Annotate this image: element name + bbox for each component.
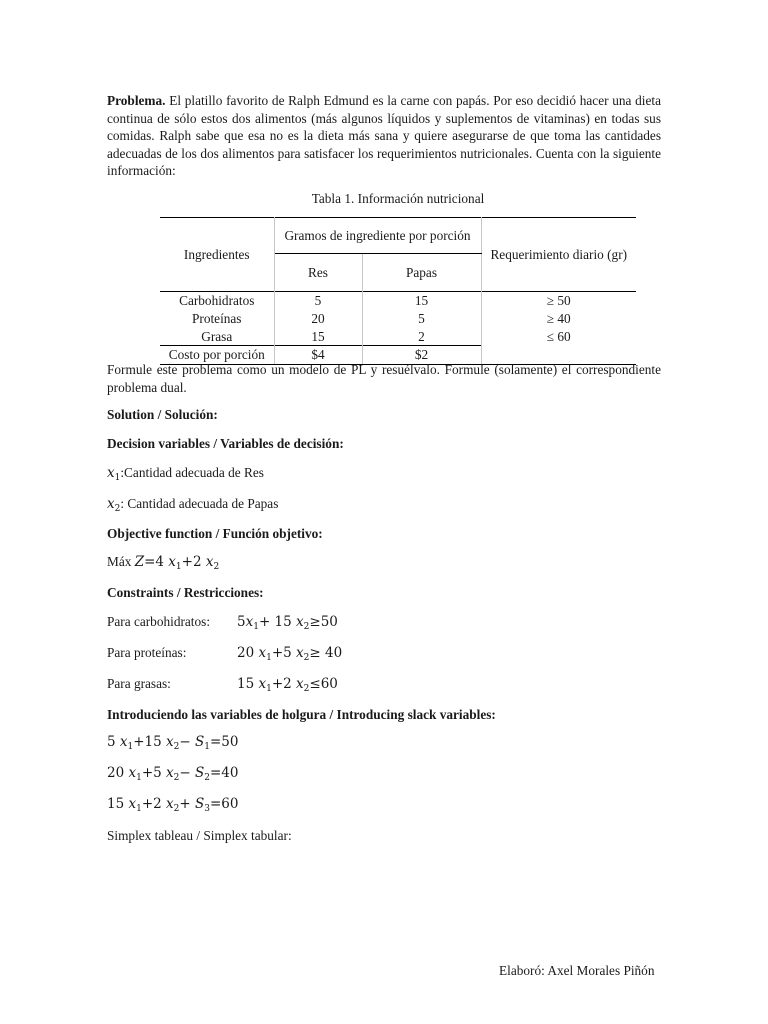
row-name: Proteínas [160, 310, 274, 328]
slack-equation-3: 15 $x_1+2$ $x_2+ S_3=60$ [107, 796, 239, 814]
row-req: ≤ 60 [546, 328, 571, 344]
constraints-heading: Constraints / Restricciones: [107, 585, 264, 600]
row-req: ≥ 40 [546, 310, 571, 326]
row-papas: 2 [362, 328, 481, 346]
simplex-tableau-label: Simplex tableau / Simplex tabular: [107, 828, 292, 843]
objective-function: Máx Z=4 $x_1+2$ $x_2$ [107, 554, 220, 572]
row-papas: 15 [362, 292, 481, 310]
row-res: 20 [274, 310, 362, 328]
header-grams-group: Gramos de ingrediente por porción [274, 218, 481, 254]
decision-variable-x2: $x_2$: Cantidad adecuada de Papas [107, 496, 279, 514]
x1-description: :Cantidad adecuada de Res [120, 465, 264, 480]
slack-heading: Introduciendo las variables de holgura / Introducing slack variables: [107, 707, 496, 722]
row-papas: 5 [362, 310, 481, 328]
row-name: Grasa [160, 328, 274, 346]
solution-heading: Solution / Solución: [107, 407, 218, 422]
header-ingredients: Ingredientes [160, 218, 274, 292]
formulate-paragraph: Formule este problema como un modelo de PL y resuélvalo. Formule (solamente) el correspondiente problema dual. [107, 362, 661, 395]
x2-description: : Cantidad adecuada de Papas [120, 496, 279, 511]
row-papas: $2 [362, 346, 481, 365]
decision-variables-heading: Decision variables / Variables de decisión: [107, 436, 344, 451]
row-req: ≥ 50 [481, 292, 636, 310]
constraint-label: Para proteínas: [107, 645, 187, 660]
table-caption: Tabla 1. Información nutricional [311, 191, 485, 206]
problem-text: El platillo favorito de Ralph Edmund es la carne con papás. Por eso decidió hacer una dieta continua de sólo estos dos alimentos (más algunos líquidos y suplementos de vitaminas) en todas sus comidas. Ralph sabe que esa no es la dieta más sana y quiere asegurarse de que toma las cantidades adecuadas de los dos alimentos para satisfacer los requerimientos nutricionales. Cuenta con la siguiente información: [107, 93, 661, 178]
header-requirement: Requerimiento diario (gr) [481, 218, 636, 292]
objective-heading: Objective function / Función objetivo: [107, 526, 323, 541]
problem-statement [107, 92, 661, 180]
row-res: 5 [274, 292, 362, 310]
constraint-label: Para carbohidratos: [107, 614, 211, 629]
constraint-proteins: Para proteínas: 20 $x_1+5$ $x_2\ge 40$ [107, 645, 343, 663]
decision-variable-x1: $x_1:Cantidad$ adecuada de Res [107, 465, 264, 483]
slack-equation-2: 20 $x_1+5$ $x_2- S_2=40$ [107, 765, 239, 783]
objective-prefix: Máx [107, 554, 135, 569]
problem-label: Problema. [107, 93, 166, 108]
header-res: Res [274, 254, 362, 292]
author-footer: Elaboró: Axel Morales Piñón [499, 963, 655, 978]
row-name: Costo por porción [160, 346, 274, 365]
row-name: Carbohidratos [160, 292, 274, 310]
row-res: 15 [274, 328, 362, 346]
slack-equation-1: 5 $x_1+15$ $x_2- S_1=50$ [107, 734, 239, 752]
row-res: $4 [274, 346, 362, 365]
nutrition-table [160, 217, 636, 365]
constraint-carbohydrates: Para carbohidratos: $5x_1+ 15$ $x_2\ge 50$ [107, 614, 338, 632]
constraint-label: Para grasas: [107, 676, 171, 691]
header-papas: Papas [362, 254, 481, 292]
constraint-fats: Para grasas: 15 $x_1+2$ $x_2\le 60$ [107, 676, 338, 694]
